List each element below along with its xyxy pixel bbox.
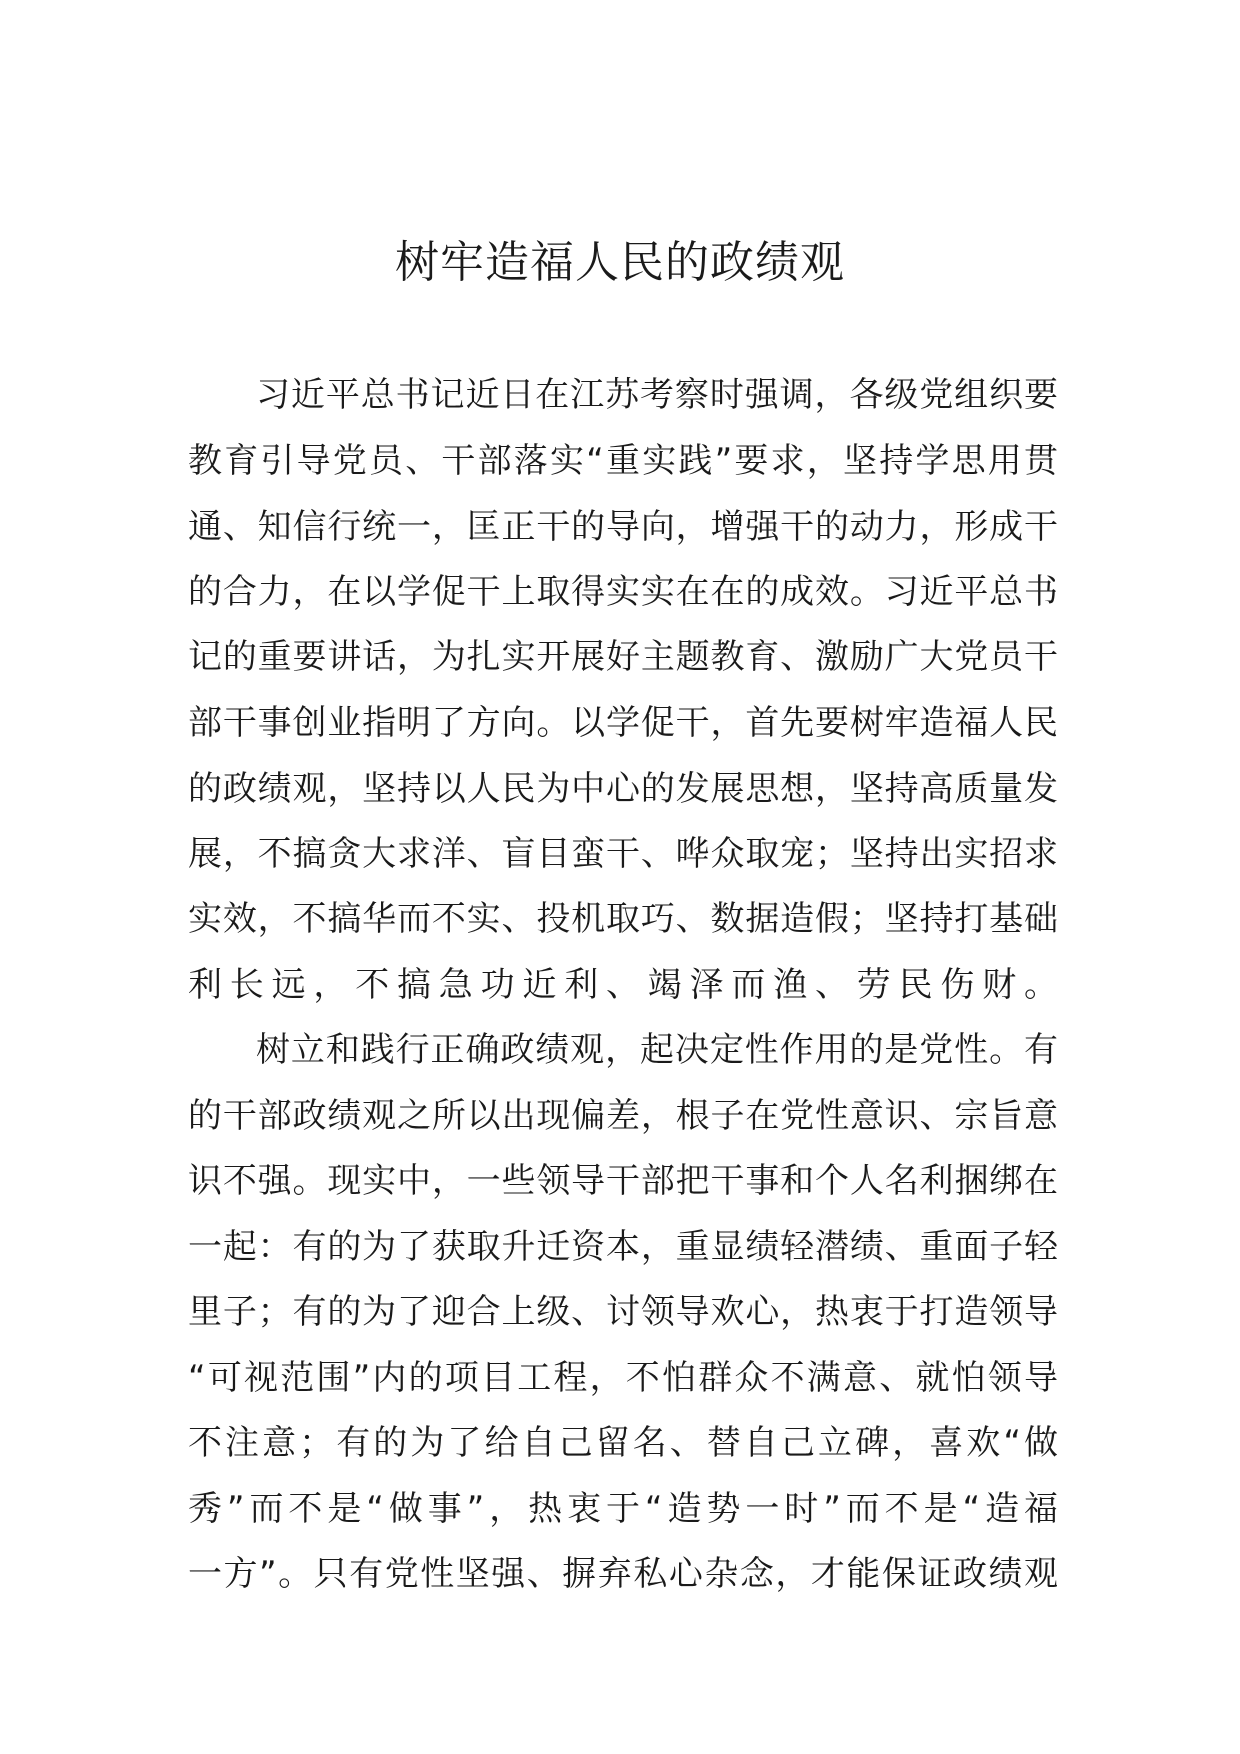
paragraph-1-line-8: 展，不搞贪大求洋、盲目蛮干、哗众取宠；坚持出实招求 <box>188 834 1058 874</box>
paragraph-1-line-2: 教育引导党员、干部落实“重实践”要求，坚持学思用贯 <box>188 441 1058 481</box>
paragraph-1-line-5: 记的重要讲话，为扎实开展好主题教育、激励广大党员干 <box>188 637 1058 677</box>
paragraph-1-line-1: 习近平总书记近日在江苏考察时强调，各级党组织要 <box>256 375 1058 415</box>
paragraph-2-line-2: 的干部政绩观之所以出现偏差，根子在党性意识、宗旨意 <box>188 1096 1058 1136</box>
paragraph-2-line-5: 里子；有的为了迎合上级、讨领导欢心，热衷于打造领导 <box>188 1292 1058 1332</box>
paragraph-2-line-9: 一方”。只有党性坚强、摒弃私心杂念，才能保证政绩观 <box>188 1554 1058 1594</box>
paragraph-1-line-7: 的政绩观，坚持以人民为中心的发展思想，坚持高质量发 <box>188 769 1058 809</box>
paragraph-1-line-10: 利长远，不搞急功近利、竭泽而渔、劳民伤财。 <box>188 965 1058 1005</box>
paragraph-2-line-4: 一起：有的为了获取升迁资本，重显绩轻潜绩、重面子轻 <box>188 1227 1058 1267</box>
paragraph-2-line-8: 秀”而不是“做事”，热衷于“造势一时”而不是“造福 <box>188 1489 1058 1529</box>
paragraph-2-line-3: 识不强。现实中，一些领导干部把干事和个人名利捆绑在 <box>188 1161 1058 1201</box>
paragraph-2-line-1: 树立和践行正确政绩观，起决定性作用的是党性。有 <box>256 1030 1058 1070</box>
paragraph-2-line-6: “可视范围”内的项目工程，不怕群众不满意、就怕领导 <box>188 1358 1058 1398</box>
paragraph-1-line-6: 部干事创业指明了方向。以学促干，首先要树牢造福人民 <box>188 703 1058 743</box>
paragraph-1-line-9: 实效，不搞华而不实、投机取巧、数据造假；坚持打基础 <box>188 899 1058 939</box>
paragraph-1-line-3: 通、知信行统一，匡正干的导向，增强干的动力，形成干 <box>188 507 1058 547</box>
document-title: 树牢造福人民的政绩观 <box>395 237 845 288</box>
paragraph-2-line-7: 不注意；有的为了给自己留名、替自己立碑，喜欢“做 <box>188 1423 1058 1463</box>
paragraph-1-line-4: 的合力，在以学促干上取得实实在在的成效。习近平总书 <box>188 572 1058 612</box>
